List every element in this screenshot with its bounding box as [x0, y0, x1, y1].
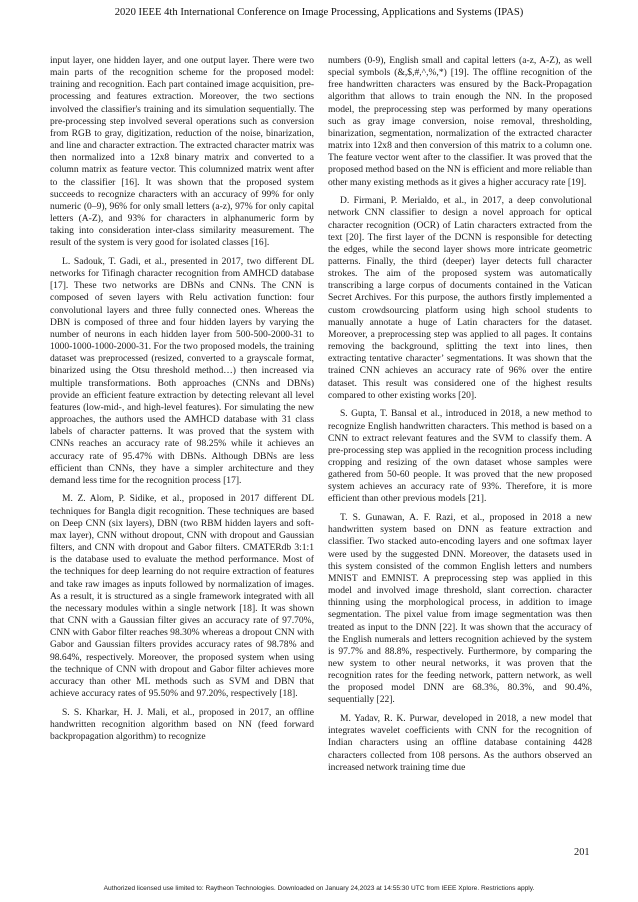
paragraph: M. Z. Alom, P. Sidike, et al., proposed in 2017 different DL techniques for Bangla digit recognition. These techniques are based on Deep CNN (six layers), DBN (two RBM hidden layers and soft-max layer), CNN without dropout, CNN with dropout and Gaussian filters, and CNN with dropout and Gabor filters. CMATERdb 3:1:1 is the database used to evaluate the method performance. Most of the techniques for deep learning do not require extraction of features and take raw images as inputs followed by normalization of images. As a result, it is structured as a single framework integrated with all the necessary modules within a single network [18]. It was shown that CNN with a Gaussian filter gives an accuracy rate of 97.70%, CNN with Gabor filter reaches 98.30% whereas a dropout CNN with Gabor and Gaussian filters provides accuracy rates of 98.78% and 98.64%, respectively. Moreover, the proposed system when using the technique of CNN with dropout and Gabor filter achieves more accuracy than other ML methods such as SVM and DBN that achieve accuracy rates of 95.50% and 97.20%, respectively [18].	[50, 493, 314, 699]
paragraph: T. S. Gunawan, A. F. Razi, et al., proposed in 2018 a new handwritten system based on DNN as feature extraction and classifier. Two stacked auto-encoding layers and one softmax layer were used by the suggested DNN. Moreover, the datasets used in this system consisted of the common English letters and numbers MNIST and EMNIST. A preprocessing step was applied in this model and involved image threshold, slant correction. character thinning using the morphological process, in addition to image segmentation. The pixel value from image segmentation was then treated as input to the DNN [22]. It was shown that the accuracy of the English numerals and letters recognition achieved by the system is 97.7% and 88.8%, respectively. Furthermore, by comparing the new system to other neural networks, it was proven that the recognition rates for the feeding network, pattern network, as well the proposed model DNN are 68.3%, 80.3%, and 90.4%, sequentially [22].	[328, 512, 592, 706]
license-footer: Authorized licensed use limited to: Raytheon Technologies. Downloaded on January 24,2023 at 14:55:30 UTC from IEEE Xplore. Restrictions apply.	[103, 885, 535, 892]
left-column	[50, 55, 314, 750]
right-column	[328, 55, 592, 780]
paragraph: L. Sadouk, T. Gadi, et al., presented in 2017, two different DL networks for Tifinagh character recognition from AMHCD database [17]. These two networks are DBNs and CNNs. The CNN is composed of seven layers with Relu activation function: four convolutional layers and three fully connected ones. Whereas the DBN is composed of three and four hidden layers by varying the number of neurons in each hidden layer from 500-500-2000-31 to 1000-1000-1000-2000-31. For the two proposed models, the training dataset was preprocessed (resized, converted to a grayscale format, binarized using the Otsu threshold method…) then increased via multiple transformations. Both approaches (CNNs and DBNs) provide an efficient feature extraction by detecting relevant all level features (low-mid-, and high-level features). For simulating the new approaches, the authors used the AMHCD database with 31 class labels of character patterns. It was proved that the system with CNNs reaches an accuracy rate of 98.25% while it achieves an accuracy rate of 95.47% with DBNs. Although DBNs are less efficient than CNNs, they have a simpler architecture and they demand less time for the recognition process [17].	[50, 256, 314, 486]
paragraph: numbers (0-9), English small and capital letters (a-z, A-Z), as well special symbols (&,$,#,^,%,*) [19]. The offline recognition of the free handwritten characters was ensured by the Back-Propagation algorithm that allows to train enough the NN. In the proposed model, the preprocessing step was performed by many operations such as gray image conversion, noise removal, thresholding, binarization, segmentation, normalization of the extracted character matrix into 12x8 and then conversion of this matrix to a column one. The feature vector went after to the classifier. It was proved that the proposed method based on the NN is efficient and more reliable than other many existing methods as it gives a higher accuracy rate [19].	[328, 55, 592, 188]
paragraph: D. Firmani, P. Merialdo, et al., in 2017, a deep convolutional network CNN classifier to design a novel approach for optical character recognition (OCR) of Latin characters extracted from the text [20]. The first layer of the DCNN is responsible for detecting the edges, while the second layer shows more intricate geometric patterns. Finally, the third (deeper) layer detects full character strokes. The aim of the proposed system was automatically transcribing a large corpus of documents contained in the Vatican Secret Archives. For this purpose, the authors firstly implemented a custom crowdsourcing platform using high school students to manually annotate a huge of Latin characters for the dataset. Moreover, a preprocessing step was applied to all pages. It contains removing the background, splitting the text into lines, then extracting tentative character’ segmentations. It was shown that the trained CNN achieves an accuracy rate of 96% over the entire dataset. This result was considered one of the highest results compared to other existing works [20].	[328, 195, 592, 401]
paragraph: S. S. Kharkar, H. J. Mali, et al., proposed in 2017, an offline handwritten recognition algorithm based on NN (feed forward backpropagation algorithm) to recognize	[50, 706, 314, 742]
paragraph: input layer, one hidden layer, and one output layer. There were two main parts of the recognition scheme for the proposed model: training and recognition. Each part contained image acquisition, pre-processing and features extraction. Moreover, the two sections involved the classifier's training and its simulation sequentially. The pre-processing step involved several operations such as conversion from RGB to gray, digitization, reduction of the noise, binarization, and line and character extraction. The extracted character matrix was then normalized into a 12x8 binary matrix and converted to a column matrix as feature vector. This columnized matrix went after to the classifier [16]. It was shown that the proposed system succeeds to recognize characters with an accuracy of 99% for only numeric (0–9), 96% for only small letters (a-z), 97% for only capital letters (A-Z), and 93% for characters in alphanumeric form by taking into consideration inter-class similarity measurement. The result of the system is very good for isolated classes [16].	[50, 55, 314, 249]
paragraph: M. Yadav, R. K. Purwar, developed in 2018, a new model that integrates wavelet coefficients with CNN for the recognition of Indian characters using an offline database containing 4428 characters collected from 108 persons. As the authors observed an increased network training time due	[328, 713, 592, 773]
page-number: 201	[574, 847, 590, 858]
paragraph: S. Gupta, T. Bansal et al., introduced in 2018, a new method to recognize English handwritten characters. This method is based on a CNN to extract relevant features and the SVM to classify them. A pre-processing step was applied in the recognition process including cropping and resizing of the own dataset whose samples were gathered from 50-60 people. It was proved that the new proposed system achieves an accuracy rate of 93%. Therefore, it is more efficient than other previous models [21].	[328, 408, 592, 505]
conference-header: 2020 IEEE 4th International Conference on Image Processing, Applications and Systems (IPAS)	[114, 7, 524, 18]
